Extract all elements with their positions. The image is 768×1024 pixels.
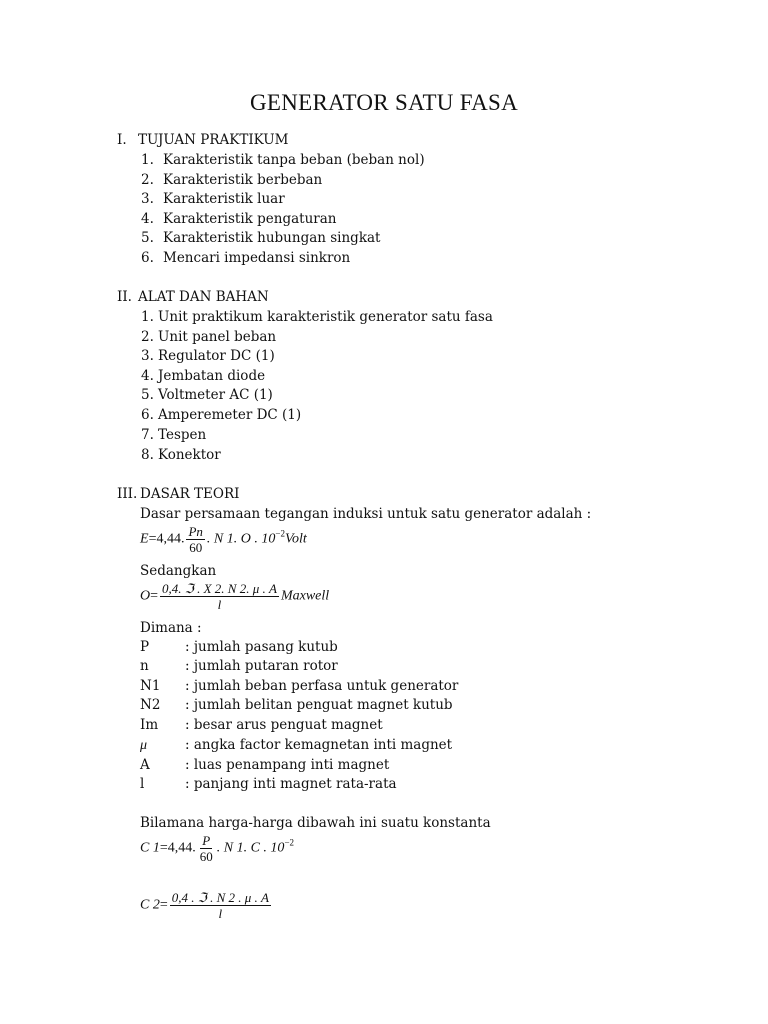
list-text: Karakteristik tanpa beban (beban nol) (163, 152, 425, 168)
eq-lhs: E (140, 531, 149, 547)
definition-row (140, 716, 383, 734)
definition-symbol: P (140, 639, 150, 655)
eq-numerator: 0,4 . ℑ . N 2 . μ . A (171, 890, 269, 905)
list-text: Karakteristik luar (163, 191, 285, 207)
section-title: TUJUAN PRAKTIKUM (138, 132, 289, 148)
list-text: Voltmeter AC (1) (158, 387, 273, 403)
eq-exponent: −2 (275, 528, 285, 539)
definition-text: : jumlah belitan penguat magnet kutub (185, 697, 453, 713)
definition-text: : besar arus penguat magnet (185, 717, 383, 733)
list-item (141, 347, 275, 365)
eq-rest: . N 1. O . 10 (206, 531, 276, 547)
list-text: Jembatan diode (158, 368, 266, 384)
definition-text: : jumlah putaran rotor (185, 658, 338, 674)
eq-rest: . N 1. C . 10 (216, 840, 285, 856)
list-number: 2. (141, 329, 154, 345)
list-item (141, 229, 380, 247)
definition-symbol: A (140, 757, 150, 773)
list-number: 6. (141, 407, 154, 423)
eq-exponent: −2 (284, 837, 295, 848)
list-text: Konektor (158, 447, 221, 463)
section-heading (117, 485, 239, 503)
definition-text: : jumlah pasang kutub (185, 639, 338, 655)
section-numeral: II. (117, 289, 132, 305)
list-number: 3. (141, 191, 154, 207)
eq-lhs: C 1 (140, 840, 160, 856)
sedangkan-label: Sedangkan (140, 563, 217, 579)
list-number: 2. (141, 172, 154, 188)
list-item (141, 386, 273, 404)
list-item (141, 426, 206, 444)
eq-lhs: C 2 (140, 897, 160, 913)
eq-fraction (160, 581, 279, 612)
list-item (141, 367, 265, 385)
document-title: GENERATOR SATU FASA (249, 90, 519, 115)
list-text: Karakteristik berbeban (163, 172, 323, 188)
definition-row (140, 736, 452, 755)
list-number: 4. (141, 211, 154, 227)
definition-row (140, 775, 397, 793)
section-heading (117, 131, 288, 149)
dimana-label: Dimana : (140, 620, 202, 636)
eq-fraction (198, 833, 215, 864)
eq-numerator: 0,4. ℑ . X 2. N 2. μ . A (162, 581, 277, 596)
section-title: DASAR TEORI (140, 486, 240, 502)
eq-coef: 4,44. (167, 840, 196, 856)
list-number: 1. (141, 309, 154, 325)
list-text: Regulator DC (1) (158, 348, 275, 364)
eq-denominator: 60 (199, 849, 213, 864)
list-number: 5. (141, 230, 154, 246)
eq-denominator: 60 (189, 540, 203, 555)
list-number: 1. (141, 152, 154, 168)
eq-unit: Maxwell (280, 588, 330, 604)
list-item (141, 190, 285, 208)
list-text: Unit panel beban (158, 329, 277, 345)
list-item (141, 171, 322, 189)
list-item (141, 308, 493, 326)
constants-intro: Bilamana harga-harga dibawah ini suatu konstanta (140, 815, 491, 831)
definition-row (140, 657, 338, 675)
list-item (141, 210, 336, 228)
definition-row (140, 677, 458, 695)
list-item (141, 249, 350, 267)
list-number: 7. (141, 427, 154, 443)
equation-c2: C 2= $\frac{\text{0,4 . ℑ . N 2 . μ . A}}{l}$ (140, 890, 269, 921)
equation-voltage: E=4,44. $\frac{Pn}{60}$ . N 1. O . $10^{-2}Volt$ (140, 524, 307, 555)
list-item (141, 328, 276, 346)
list-item (141, 446, 221, 464)
definition-row (140, 696, 453, 714)
list-number: 3. (141, 348, 154, 364)
eq-unit: Volt (284, 531, 307, 547)
definition-text: : panjang inti magnet rata-rata (185, 776, 397, 792)
list-number: 5. (141, 387, 154, 403)
definition-text: : jumlah beban perfasa untuk generator (185, 678, 459, 694)
list-text: Amperemeter DC (1) (158, 407, 302, 423)
equation-flux: O= $\frac{\text{0,4. ℑ . X 2. N 2. μ . A}}{l}$ Maxwell (140, 581, 330, 612)
eq-numerator: P (202, 833, 211, 848)
list-number: 4. (141, 368, 154, 384)
list-text: Mencari impedansi sinkron (163, 250, 351, 266)
section-heading (117, 288, 269, 306)
definition-symbol: μ (140, 738, 148, 753)
eq-lhs: O (140, 588, 151, 604)
eq-fraction (186, 524, 204, 555)
definition-symbol: N2 (140, 697, 161, 713)
eq-denominator: l (218, 906, 223, 921)
list-item (141, 406, 301, 424)
definition-symbol: Im (140, 717, 159, 733)
section-numeral: III. (117, 486, 138, 502)
definition-symbol: l (140, 776, 145, 792)
list-text: Tespen (158, 427, 207, 443)
list-item (141, 151, 425, 169)
eq-numerator: Pn (188, 524, 203, 539)
definition-row (140, 756, 389, 774)
list-number: 6. (141, 250, 154, 266)
section-numeral: I. (117, 132, 127, 148)
definition-text: : angka factor kemagnetan inti magnet (185, 737, 453, 753)
eq-fraction (170, 890, 271, 921)
equation-c1: C 1=4,44. $\frac{P}{60}$ . N 1. C . $10^{-2}$ (140, 833, 295, 864)
list-number: 8. (141, 447, 154, 463)
definition-text: : luas penampang inti magnet (185, 757, 390, 773)
definition-symbol: n (140, 658, 149, 674)
theory-intro: Dasar persamaan tegangan induksi untuk satu generator adalah : (140, 506, 592, 522)
eq-coef: 4,44. (156, 531, 185, 547)
eq-denominator: l (217, 597, 222, 612)
definition-symbol: N1 (140, 678, 161, 694)
list-text: Karakteristik pengaturan (163, 211, 337, 227)
definition-row (140, 638, 338, 656)
list-text: Karakteristik hubungan singkat (163, 230, 381, 246)
list-text: Unit praktikum karakteristik generator satu fasa (158, 309, 493, 325)
section-title: ALAT DAN BAHAN (138, 289, 269, 305)
